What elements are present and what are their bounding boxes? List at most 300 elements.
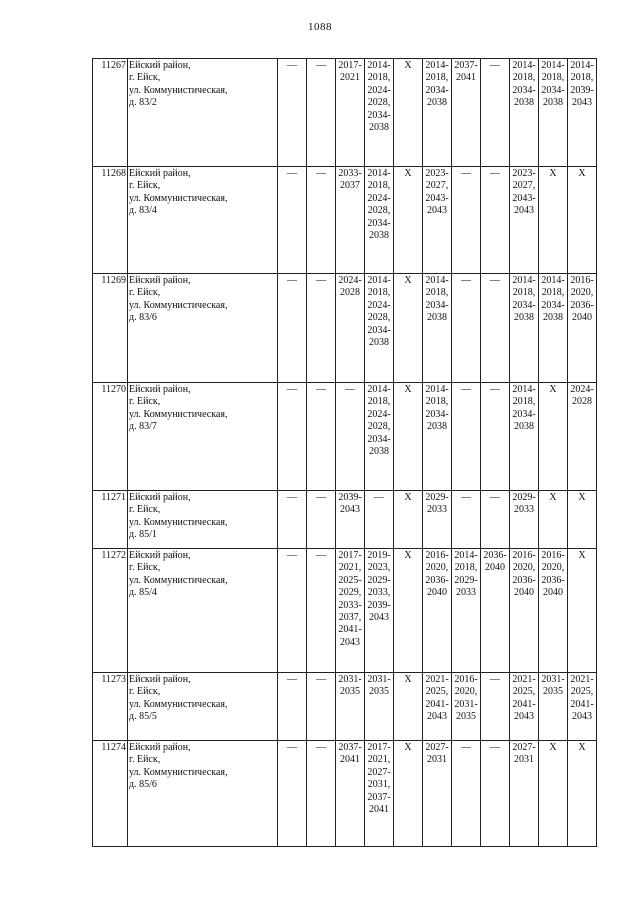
- period-value: 2037-: [338, 742, 362, 753]
- period-value: 2029-: [454, 574, 478, 586]
- period-value: —: [490, 60, 500, 71]
- period-value: 2033: [514, 504, 534, 516]
- period-value: 2041-: [512, 698, 536, 710]
- address-cell: [128, 741, 278, 847]
- period-value: 2027,: [425, 180, 449, 192]
- period-value: 2014-: [425, 275, 449, 286]
- period-value: 2033: [456, 587, 476, 599]
- period-cell: [423, 673, 452, 741]
- period-value: 2038: [427, 312, 447, 324]
- period-cell: [365, 491, 394, 549]
- period-cell: [452, 167, 481, 274]
- period-value: 2037: [340, 180, 360, 192]
- period-value: 2038: [543, 312, 563, 324]
- period-value: 2021-: [512, 674, 536, 685]
- period-value: 2029,: [338, 587, 362, 599]
- period-cell: [423, 59, 452, 167]
- period-cell: [539, 673, 568, 741]
- period-cell: [510, 59, 539, 167]
- period-cell: [423, 741, 452, 847]
- period-cell: [365, 167, 394, 274]
- period-value: 2027-: [367, 766, 391, 778]
- period-cell: [307, 383, 336, 491]
- address-line: г. Ейск,: [129, 754, 161, 766]
- period-cell: [481, 274, 510, 383]
- period-value: 2020,: [512, 562, 536, 574]
- period-value: 2034-: [512, 408, 536, 420]
- period-value: 2027-: [425, 742, 449, 753]
- period-cell: [394, 59, 423, 167]
- period-value: 2043-: [425, 192, 449, 204]
- period-value: 2041: [456, 72, 476, 84]
- period-cell: [307, 741, 336, 847]
- period-cell: [278, 491, 307, 549]
- period-value: 2038: [369, 337, 389, 349]
- period-cell: [481, 491, 510, 549]
- period-cell: [336, 59, 365, 167]
- period-value: 2016-: [425, 550, 449, 561]
- period-value: 2039-: [338, 492, 362, 503]
- address-cell: [128, 59, 278, 167]
- period-value: 2020,: [570, 287, 594, 299]
- address-line: д. 85/5: [129, 711, 157, 723]
- period-cell: [365, 383, 394, 491]
- period-value: X: [404, 742, 412, 753]
- period-cell: [568, 59, 597, 167]
- address-line: г. Ейск,: [129, 180, 161, 192]
- period-value: 2024-: [338, 275, 362, 286]
- period-cell: [336, 383, 365, 491]
- period-value: 2038: [427, 97, 447, 109]
- period-cell: [278, 673, 307, 741]
- period-value: 2014-: [512, 275, 536, 286]
- period-cell: [452, 59, 481, 167]
- period-value: X: [578, 550, 586, 561]
- period-cell: [365, 549, 394, 673]
- row-number: 11270: [93, 383, 128, 491]
- period-value: 2038: [514, 312, 534, 324]
- period-value: 2018,: [425, 396, 449, 408]
- address-cell: [128, 673, 278, 741]
- period-value: —: [287, 384, 297, 395]
- address-line: г. Ейск,: [129, 686, 161, 698]
- period-value: 2031,: [367, 779, 391, 791]
- period-value: 2027-: [512, 742, 536, 753]
- period-value: 2016-: [570, 275, 594, 286]
- period-value: 2018,: [512, 287, 536, 299]
- table-row: [93, 274, 597, 383]
- table-row: [93, 673, 597, 741]
- period-cell: [394, 741, 423, 847]
- period-value: 2040: [514, 587, 534, 599]
- period-value: —: [490, 275, 500, 286]
- table-row: [93, 549, 597, 673]
- period-cell: [568, 673, 597, 741]
- table-row: [93, 741, 597, 847]
- period-value: 2034-: [512, 299, 536, 311]
- period-value: X: [404, 168, 412, 179]
- period-cell: [423, 549, 452, 673]
- address-line: Ейский район,: [129, 742, 191, 753]
- period-value: 2018,: [541, 72, 565, 84]
- period-value: 2034-: [425, 84, 449, 96]
- address-line: ул. Коммунистическая,: [129, 574, 228, 586]
- period-cell: [394, 274, 423, 383]
- period-value: 2034-: [425, 299, 449, 311]
- period-cell: [568, 167, 597, 274]
- period-cell: [481, 741, 510, 847]
- period-value: 2014-: [367, 384, 391, 395]
- period-value: 2018,: [570, 72, 594, 84]
- address-line: г. Ейск,: [129, 396, 161, 408]
- period-cell: [539, 741, 568, 847]
- period-cell: [481, 167, 510, 274]
- address-line: г. Ейск,: [129, 562, 161, 574]
- period-value: 2034-: [367, 109, 391, 121]
- period-value: 2033: [427, 504, 447, 516]
- period-cell: [423, 274, 452, 383]
- period-value: 2016-: [541, 550, 565, 561]
- period-value: 2037-: [367, 791, 391, 803]
- period-value: 2033-: [338, 599, 362, 611]
- period-value: 2014-: [425, 384, 449, 395]
- period-cell: [307, 549, 336, 673]
- period-cell: [452, 274, 481, 383]
- address-line: д. 83/2: [129, 97, 157, 109]
- period-value: 2021,: [338, 562, 362, 574]
- address-cell: [128, 549, 278, 673]
- row-number: 11268: [93, 167, 128, 274]
- period-cell: [510, 167, 539, 274]
- period-value: —: [287, 60, 297, 71]
- housing-repair-schedule-table: [92, 58, 597, 847]
- period-value: 2024-: [367, 84, 391, 96]
- period-value: 2037,: [338, 612, 362, 624]
- period-value: 2043-: [512, 192, 536, 204]
- address-line: д. 85/6: [129, 779, 157, 791]
- period-cell: [307, 274, 336, 383]
- period-value: 2014-: [541, 275, 565, 286]
- table-row: [93, 383, 597, 491]
- period-value: 2035: [543, 686, 563, 698]
- period-value: 2040: [485, 562, 505, 574]
- row-number: 11269: [93, 274, 128, 383]
- period-cell: [307, 167, 336, 274]
- period-cell: [539, 491, 568, 549]
- period-value: —: [461, 275, 471, 286]
- period-value: 2028,: [367, 312, 391, 324]
- period-cell: [365, 673, 394, 741]
- address-line: ул. Коммунистическая,: [129, 299, 228, 311]
- period-cell: [336, 491, 365, 549]
- period-cell: [394, 383, 423, 491]
- period-value: 2038: [514, 421, 534, 433]
- period-value: X: [404, 550, 412, 561]
- page-number: 1088: [308, 21, 332, 33]
- period-cell: [394, 673, 423, 741]
- period-value: —: [461, 384, 471, 395]
- period-value: 2039-: [570, 84, 594, 96]
- period-cell: [278, 549, 307, 673]
- period-value: X: [549, 742, 557, 753]
- period-value: —: [287, 742, 297, 753]
- period-value: 2031-: [367, 674, 391, 685]
- period-value: 2031: [514, 754, 534, 766]
- period-value: 2021: [340, 72, 360, 84]
- period-cell: [394, 549, 423, 673]
- period-value: 2025,: [425, 686, 449, 698]
- period-value: X: [549, 384, 557, 395]
- address-line: д. 83/7: [129, 421, 157, 433]
- period-value: 2034-: [367, 324, 391, 336]
- period-cell: [568, 383, 597, 491]
- period-value: —: [374, 492, 384, 503]
- period-value: 2043: [572, 711, 592, 723]
- period-value: 2016-: [512, 550, 536, 561]
- period-value: —: [490, 168, 500, 179]
- row-number: 11272: [93, 549, 128, 673]
- address-cell: [128, 383, 278, 491]
- period-value: 2025,: [512, 686, 536, 698]
- period-value: 2018,: [367, 287, 391, 299]
- period-value: 2034-: [541, 299, 565, 311]
- address-line: ул. Коммунистическая,: [129, 516, 228, 528]
- period-cell: [452, 741, 481, 847]
- period-value: —: [287, 492, 297, 503]
- period-cell: [423, 383, 452, 491]
- address-line: Ейский район,: [129, 168, 191, 179]
- period-value: 2020,: [454, 686, 478, 698]
- period-value: 2019-: [367, 550, 391, 561]
- period-value: 2021-: [570, 674, 594, 685]
- period-value: —: [490, 492, 500, 503]
- period-value: 2025,: [570, 686, 594, 698]
- period-value: —: [287, 550, 297, 561]
- period-value: 2034-: [425, 408, 449, 420]
- table-body: [93, 59, 597, 847]
- period-cell: [568, 491, 597, 549]
- period-value: 2018,: [367, 72, 391, 84]
- period-value: 2014-: [367, 168, 391, 179]
- period-cell: [452, 383, 481, 491]
- period-value: 2040: [427, 587, 447, 599]
- period-value: —: [316, 60, 326, 71]
- period-value: 2043: [340, 504, 360, 516]
- address-line: г. Ейск,: [129, 287, 161, 299]
- period-value: 2043: [572, 97, 592, 109]
- period-value: X: [578, 742, 586, 753]
- period-cell: [278, 383, 307, 491]
- period-value: 2034-: [367, 217, 391, 229]
- period-value: 2038: [369, 122, 389, 134]
- period-value: 2016-: [454, 674, 478, 685]
- period-value: 2017-: [338, 60, 362, 71]
- period-value: 2023,: [367, 562, 391, 574]
- period-cell: [510, 383, 539, 491]
- period-value: 2029-: [512, 492, 536, 503]
- period-value: 2018,: [425, 72, 449, 84]
- period-cell: [481, 383, 510, 491]
- period-value: 2018,: [367, 180, 391, 192]
- period-value: 2028: [340, 287, 360, 299]
- period-value: 2038: [427, 421, 447, 433]
- period-value: —: [316, 674, 326, 685]
- period-value: 2014-: [454, 550, 478, 561]
- period-value: 2014-: [367, 275, 391, 286]
- period-value: 2040: [572, 312, 592, 324]
- period-value: 2041: [369, 804, 389, 816]
- period-value: —: [461, 168, 471, 179]
- period-value: 2027,: [512, 180, 536, 192]
- period-value: 2023-: [512, 168, 536, 179]
- period-cell: [539, 549, 568, 673]
- period-cell: [539, 167, 568, 274]
- address-line: ул. Коммунистическая,: [129, 84, 228, 96]
- period-cell: [510, 274, 539, 383]
- period-cell: [568, 549, 597, 673]
- period-value: 2018,: [454, 562, 478, 574]
- period-value: 2043: [369, 612, 389, 624]
- period-value: 2029-: [425, 492, 449, 503]
- address-line: ул. Коммунистическая,: [129, 408, 228, 420]
- address-line: д. 85/4: [129, 587, 157, 599]
- period-cell: [394, 491, 423, 549]
- period-value: 2043: [340, 636, 360, 648]
- period-value: —: [316, 275, 326, 286]
- period-value: 2038: [514, 97, 534, 109]
- period-value: X: [549, 492, 557, 503]
- address-line: ул. Коммунистическая,: [129, 698, 228, 710]
- period-value: 2018,: [425, 287, 449, 299]
- period-cell: [452, 491, 481, 549]
- period-cell: [278, 274, 307, 383]
- period-value: 2043: [427, 711, 447, 723]
- period-value: 2031: [427, 754, 447, 766]
- period-value: 2041-: [425, 698, 449, 710]
- period-value: 2038: [369, 446, 389, 458]
- period-value: 2033-: [338, 168, 362, 179]
- period-cell: [539, 59, 568, 167]
- period-value: 2043: [427, 205, 447, 217]
- period-value: 2043: [514, 205, 534, 217]
- period-value: 2031-: [454, 698, 478, 710]
- period-cell: [423, 167, 452, 274]
- address-line: Ейский район,: [129, 674, 191, 685]
- period-value: X: [578, 168, 586, 179]
- period-value: 2018,: [541, 287, 565, 299]
- period-value: 2033,: [367, 587, 391, 599]
- row-number: 11274: [93, 741, 128, 847]
- period-value: 2020,: [425, 562, 449, 574]
- period-cell: [568, 741, 597, 847]
- period-value: X: [578, 492, 586, 503]
- address-line: г. Ейск,: [129, 72, 161, 84]
- period-value: 2041-: [338, 624, 362, 636]
- period-value: X: [404, 384, 412, 395]
- period-cell: [336, 167, 365, 274]
- period-value: 2034-: [541, 84, 565, 96]
- period-value: 2017-: [338, 550, 362, 561]
- period-value: 2024-: [367, 408, 391, 420]
- address-line: ул. Коммунистическая,: [129, 766, 228, 778]
- period-value: 2035: [369, 686, 389, 698]
- period-value: 2014-: [367, 60, 391, 71]
- period-cell: [307, 491, 336, 549]
- period-value: 2014-: [512, 384, 536, 395]
- period-value: X: [404, 60, 412, 71]
- period-cell: [278, 59, 307, 167]
- period-value: —: [345, 384, 355, 395]
- row-number: 11267: [93, 59, 128, 167]
- period-cell: [336, 549, 365, 673]
- period-value: X: [404, 492, 412, 503]
- period-value: X: [404, 275, 412, 286]
- period-value: 2036-: [541, 574, 565, 586]
- address-line: Ейский район,: [129, 492, 191, 503]
- address-line: Ейский район,: [129, 60, 191, 71]
- period-cell: [481, 673, 510, 741]
- period-cell: [510, 741, 539, 847]
- period-value: 2029-: [367, 574, 391, 586]
- period-cell: [365, 274, 394, 383]
- row-number: 11271: [93, 491, 128, 549]
- period-value: 2024-: [367, 299, 391, 311]
- period-value: 2014-: [570, 60, 594, 71]
- period-value: 2034-: [512, 84, 536, 96]
- period-value: 2036-: [512, 574, 536, 586]
- table-row: [93, 491, 597, 549]
- period-value: 2036-: [483, 550, 507, 561]
- period-value: 2036-: [425, 574, 449, 586]
- period-cell: [307, 673, 336, 741]
- period-value: 2041: [340, 754, 360, 766]
- period-value: 2018,: [367, 396, 391, 408]
- period-value: —: [490, 384, 500, 395]
- period-cell: [510, 673, 539, 741]
- period-value: 2039-: [367, 599, 391, 611]
- period-cell: [539, 383, 568, 491]
- period-value: 2028,: [367, 205, 391, 217]
- period-value: 2021-: [425, 674, 449, 685]
- period-value: 2038: [543, 97, 563, 109]
- period-value: 2034-: [367, 433, 391, 445]
- address-cell: [128, 274, 278, 383]
- period-value: —: [316, 550, 326, 561]
- address-line: д. 83/4: [129, 205, 157, 217]
- period-value: X: [549, 168, 557, 179]
- period-value: —: [287, 168, 297, 179]
- period-value: 2037-: [454, 60, 478, 71]
- period-value: 2014-: [541, 60, 565, 71]
- period-value: —: [490, 674, 500, 685]
- period-value: 2041-: [570, 698, 594, 710]
- period-value: —: [316, 492, 326, 503]
- period-value: 2028,: [367, 97, 391, 109]
- address-line: ул. Коммунистическая,: [129, 192, 228, 204]
- period-value: —: [461, 492, 471, 503]
- table-row: [93, 167, 597, 274]
- period-cell: [510, 491, 539, 549]
- period-value: 2038: [369, 230, 389, 242]
- period-cell: [481, 549, 510, 673]
- period-cell: [452, 673, 481, 741]
- address-line: Ейский район,: [129, 275, 191, 286]
- period-value: —: [287, 674, 297, 685]
- period-cell: [336, 741, 365, 847]
- period-value: 2035: [456, 711, 476, 723]
- period-cell: [336, 673, 365, 741]
- row-number: 11273: [93, 673, 128, 741]
